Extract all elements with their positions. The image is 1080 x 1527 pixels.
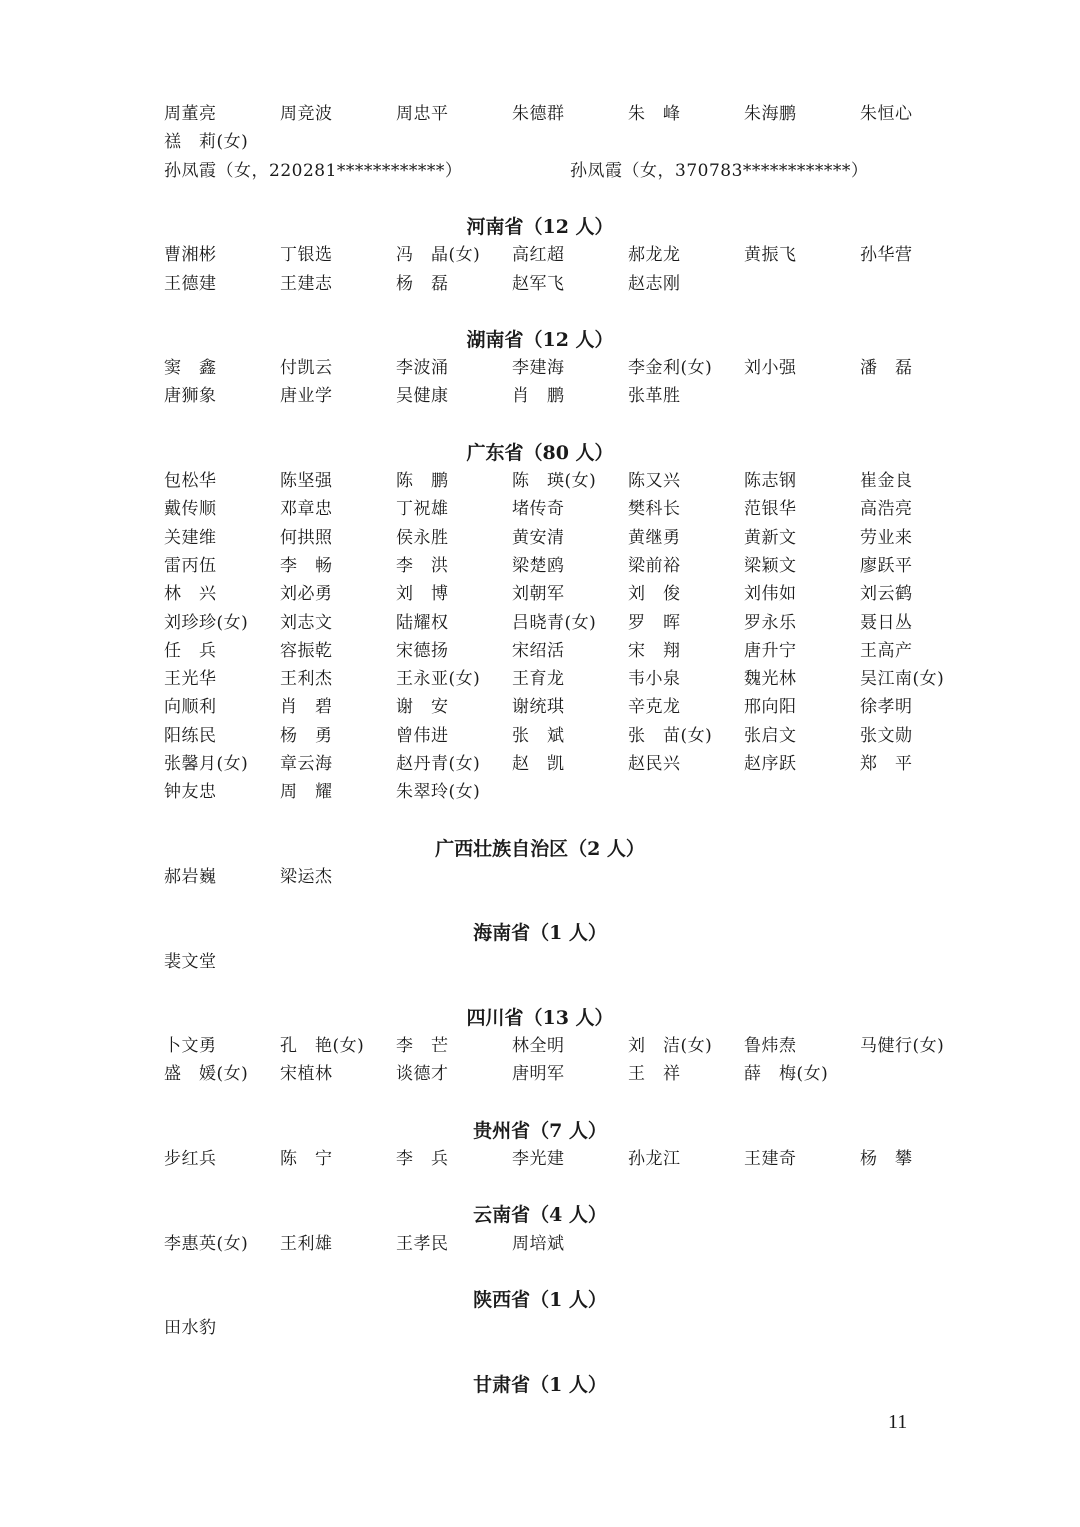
name-row <box>164 524 984 552</box>
name-row <box>164 1060 984 1088</box>
person-name: 魏光林 <box>744 669 797 690</box>
person-name: 邓章忠 <box>280 499 333 520</box>
person-name: 李惠英(女) <box>164 1233 249 1254</box>
person-name: 朱德群 <box>512 104 565 124</box>
name-row <box>164 241 984 269</box>
person-name: 杨 攀 <box>860 1149 913 1169</box>
person-name: 王高产 <box>860 640 913 661</box>
name-row <box>164 722 984 750</box>
person-name: 田水豹 <box>164 1318 217 1339</box>
section-heading: 广西壮族自治区（2 人） <box>435 837 645 860</box>
person-name: 周培斌 <box>512 1233 565 1254</box>
person-name: 唐狮象 <box>164 386 217 407</box>
person-name: 李 兵 <box>396 1149 449 1169</box>
person-name: 张革胜 <box>628 386 681 407</box>
person-name: 高红超 <box>512 245 565 266</box>
person-name: 罗 晖 <box>628 612 681 633</box>
name-row <box>164 580 984 608</box>
person-name: 刘小强 <box>744 358 797 379</box>
person-name: 刘珍珍(女) <box>164 612 249 633</box>
name-row <box>164 863 984 891</box>
person-name: 黄继勇 <box>628 527 681 548</box>
person-name: 李金利(女) <box>628 358 713 379</box>
person-name: 潘 磊 <box>860 358 913 379</box>
person-name: 杨 勇 <box>280 725 333 746</box>
person-name: 谢 安 <box>396 697 449 718</box>
person-name: 梁颖文 <box>744 555 797 576</box>
person-name: 韦小泉 <box>628 669 681 690</box>
person-name: 陈志钢 <box>744 471 797 491</box>
person-name: 李波涌 <box>396 358 449 379</box>
person-name: 吴江南(女) <box>860 669 945 690</box>
name-row <box>164 948 984 976</box>
section-heading: 四川省（13 人） <box>466 1006 614 1029</box>
name-row <box>164 552 984 580</box>
person-name: 梁前裕 <box>628 555 681 576</box>
person-name: 郝龙龙 <box>628 245 681 266</box>
name-row <box>164 270 984 298</box>
name-row <box>164 637 984 665</box>
person-name: 刘朝军 <box>512 584 565 605</box>
person-name: 马健行(女) <box>860 1036 945 1057</box>
name-row <box>164 665 984 693</box>
name-row <box>164 128 984 156</box>
person-name: 谢统琪 <box>512 697 565 718</box>
person-name: 唐业学 <box>280 386 333 407</box>
person-name: 刘 俊 <box>628 584 681 605</box>
name-row <box>164 1314 984 1342</box>
person-name: 任 兵 <box>164 640 217 661</box>
person-name: 刘 洁(女) <box>628 1036 713 1057</box>
person-name: 林全明 <box>512 1036 565 1057</box>
person-name: 郑 平 <box>860 754 913 774</box>
person-name: 范银华 <box>744 499 797 520</box>
person-name-with-id: 孙凤霞（女，370783************） <box>570 160 869 181</box>
person-name: 李 芒 <box>396 1036 449 1057</box>
person-name: 窦 鑫 <box>164 358 217 379</box>
person-name: 阳练民 <box>164 725 217 746</box>
person-name: 付凯云 <box>280 358 333 379</box>
person-name: 郝岩巍 <box>164 866 217 887</box>
person-name: 宋植林 <box>280 1064 333 1085</box>
person-name: 宋 翔 <box>628 640 681 661</box>
person-name: 樊科长 <box>628 499 681 520</box>
person-name: 朱海鹏 <box>744 104 797 124</box>
person-name: 高浩亮 <box>860 499 913 520</box>
person-name: 唐升宁 <box>744 640 797 661</box>
person-name: 容振乾 <box>280 640 333 661</box>
name-row <box>164 100 984 128</box>
name-row <box>164 1032 984 1060</box>
person-name: 赵序跃 <box>744 754 797 774</box>
person-name: 何拱照 <box>280 527 333 548</box>
person-name: 关建维 <box>164 527 217 548</box>
person-name: 堵传奇 <box>512 499 565 520</box>
section-heading: 河南省（12 人） <box>466 215 614 238</box>
person-name: 鲁炜焘 <box>744 1036 797 1057</box>
person-name: 张启文 <box>744 725 797 746</box>
name-row <box>164 467 984 495</box>
person-name: 李 洪 <box>396 555 449 576</box>
person-name: 周董亮 <box>164 104 217 124</box>
person-name: 辛克龙 <box>628 697 681 718</box>
person-name: 孙华营 <box>860 245 913 266</box>
person-name: 赵丹青(女) <box>396 754 481 774</box>
person-name: 曹湘彬 <box>164 245 217 266</box>
section-heading: 湖南省（12 人） <box>466 328 614 351</box>
person-name: 杨 磊 <box>396 273 449 294</box>
person-name: 陆耀权 <box>396 612 449 633</box>
name-row <box>164 354 984 382</box>
person-name: 卜文勇 <box>164 1036 217 1057</box>
person-name: 张 苗(女) <box>628 725 713 746</box>
person-name: 梁运杰 <box>280 866 333 887</box>
section-heading: 贵州省（7 人） <box>473 1119 607 1142</box>
person-name: 赵民兴 <box>628 754 681 774</box>
person-name: 陈 瑛(女) <box>512 471 597 491</box>
person-name: 孙龙江 <box>628 1149 681 1169</box>
person-name: 王德建 <box>164 273 217 294</box>
section-heading: 广东省（80 人） <box>466 441 614 464</box>
page-number: 11 <box>888 1411 908 1433</box>
person-name: 肖 碧 <box>280 697 333 718</box>
person-name: 陈 鹏 <box>396 471 449 491</box>
person-name: 王利杰 <box>280 669 333 690</box>
person-name: 宋德扬 <box>396 640 449 661</box>
person-name: 黄安清 <box>512 527 565 548</box>
person-name: 冯 晶(女) <box>396 245 481 266</box>
person-name: 周 耀 <box>280 782 333 803</box>
person-name: 陈 宁 <box>280 1149 333 1169</box>
person-name: 李 畅 <box>280 555 333 576</box>
person-name: 张 斌 <box>512 725 565 746</box>
person-name: 王光华 <box>164 669 217 690</box>
person-name: 王建志 <box>280 273 333 294</box>
person-name: 周竞波 <box>280 104 333 124</box>
person-name: 刘 博 <box>396 584 449 605</box>
person-name: 禚 莉(女) <box>164 132 249 153</box>
name-row <box>164 609 984 637</box>
person-name: 黄新文 <box>744 527 797 548</box>
person-name: 侯永胜 <box>396 527 449 548</box>
person-name: 梁楚鸥 <box>512 555 565 576</box>
person-name: 刘伟如 <box>744 584 797 605</box>
person-name: 丁银选 <box>280 245 333 266</box>
person-name: 章云海 <box>280 754 333 774</box>
person-name: 林 兴 <box>164 584 217 605</box>
person-name: 赵 凯 <box>512 754 565 774</box>
person-name: 陈坚强 <box>280 471 333 491</box>
person-name: 薛 梅(女) <box>744 1064 829 1085</box>
person-name: 赵志刚 <box>628 273 681 294</box>
person-name: 张馨月(女) <box>164 754 249 774</box>
person-name: 劳业来 <box>860 527 913 548</box>
person-name: 李光建 <box>512 1149 565 1169</box>
person-name: 戴传顺 <box>164 499 217 520</box>
person-name: 丁祝雄 <box>396 499 449 520</box>
person-name: 张文勋 <box>860 725 913 746</box>
person-name: 刘云鹤 <box>860 584 913 605</box>
person-name: 王 祥 <box>628 1064 681 1085</box>
person-name: 孔 艳(女) <box>280 1036 365 1057</box>
person-name: 赵军飞 <box>512 273 565 294</box>
person-name: 王孝民 <box>396 1233 449 1254</box>
person-name: 李建海 <box>512 358 565 379</box>
person-name: 陈又兴 <box>628 471 681 491</box>
person-name: 徐孝明 <box>860 697 913 718</box>
person-name: 黄振飞 <box>744 245 797 266</box>
person-name: 崔金良 <box>860 471 913 491</box>
section-heading: 甘肃省（1 人） <box>473 1373 607 1396</box>
person-name: 王育龙 <box>512 669 565 690</box>
person-name: 曾伟进 <box>396 725 449 746</box>
section-heading: 云南省（4 人） <box>473 1204 607 1227</box>
id-note-row <box>164 157 984 185</box>
person-name: 朱翠玲(女) <box>396 782 481 803</box>
person-name: 罗永乐 <box>744 612 797 633</box>
person-name: 雷丙伍 <box>164 555 217 576</box>
person-name: 钟友忠 <box>164 782 217 803</box>
person-name: 吕晓青(女) <box>512 612 597 633</box>
person-name: 刘志文 <box>280 612 333 633</box>
person-name: 王建奇 <box>744 1149 797 1169</box>
name-row <box>164 693 984 721</box>
name-row <box>164 778 984 806</box>
person-name: 王永亚(女) <box>396 669 481 690</box>
person-name: 肖 鹏 <box>512 386 565 407</box>
person-name: 周忠平 <box>396 104 449 124</box>
person-name: 步红兵 <box>164 1149 217 1169</box>
person-name: 廖跃平 <box>860 555 913 576</box>
person-name-with-id: 孙凤霞（女，220281************） <box>164 160 463 181</box>
name-row <box>164 1230 984 1258</box>
person-name: 盛 媛(女) <box>164 1064 249 1085</box>
name-row <box>164 1145 984 1173</box>
person-name: 聂日丛 <box>860 612 913 633</box>
person-name: 邢向阳 <box>744 697 797 718</box>
person-name: 包松华 <box>164 471 217 491</box>
name-row <box>164 750 984 778</box>
person-name: 王利雄 <box>280 1233 333 1254</box>
person-name: 裴文堂 <box>164 951 217 972</box>
person-name: 朱恒心 <box>860 104 913 124</box>
person-name: 刘必勇 <box>280 584 333 605</box>
name-row <box>164 495 984 523</box>
person-name: 向顺利 <box>164 697 217 718</box>
person-name: 谈德才 <box>396 1064 449 1085</box>
person-name: 朱 峰 <box>628 104 681 124</box>
name-row <box>164 382 984 410</box>
person-name: 宋绍活 <box>512 640 565 661</box>
person-name: 吴健康 <box>396 386 449 407</box>
person-name: 唐明军 <box>512 1064 565 1085</box>
section-heading: 海南省（1 人） <box>473 922 607 945</box>
section-heading: 陕西省（1 人） <box>473 1288 607 1311</box>
